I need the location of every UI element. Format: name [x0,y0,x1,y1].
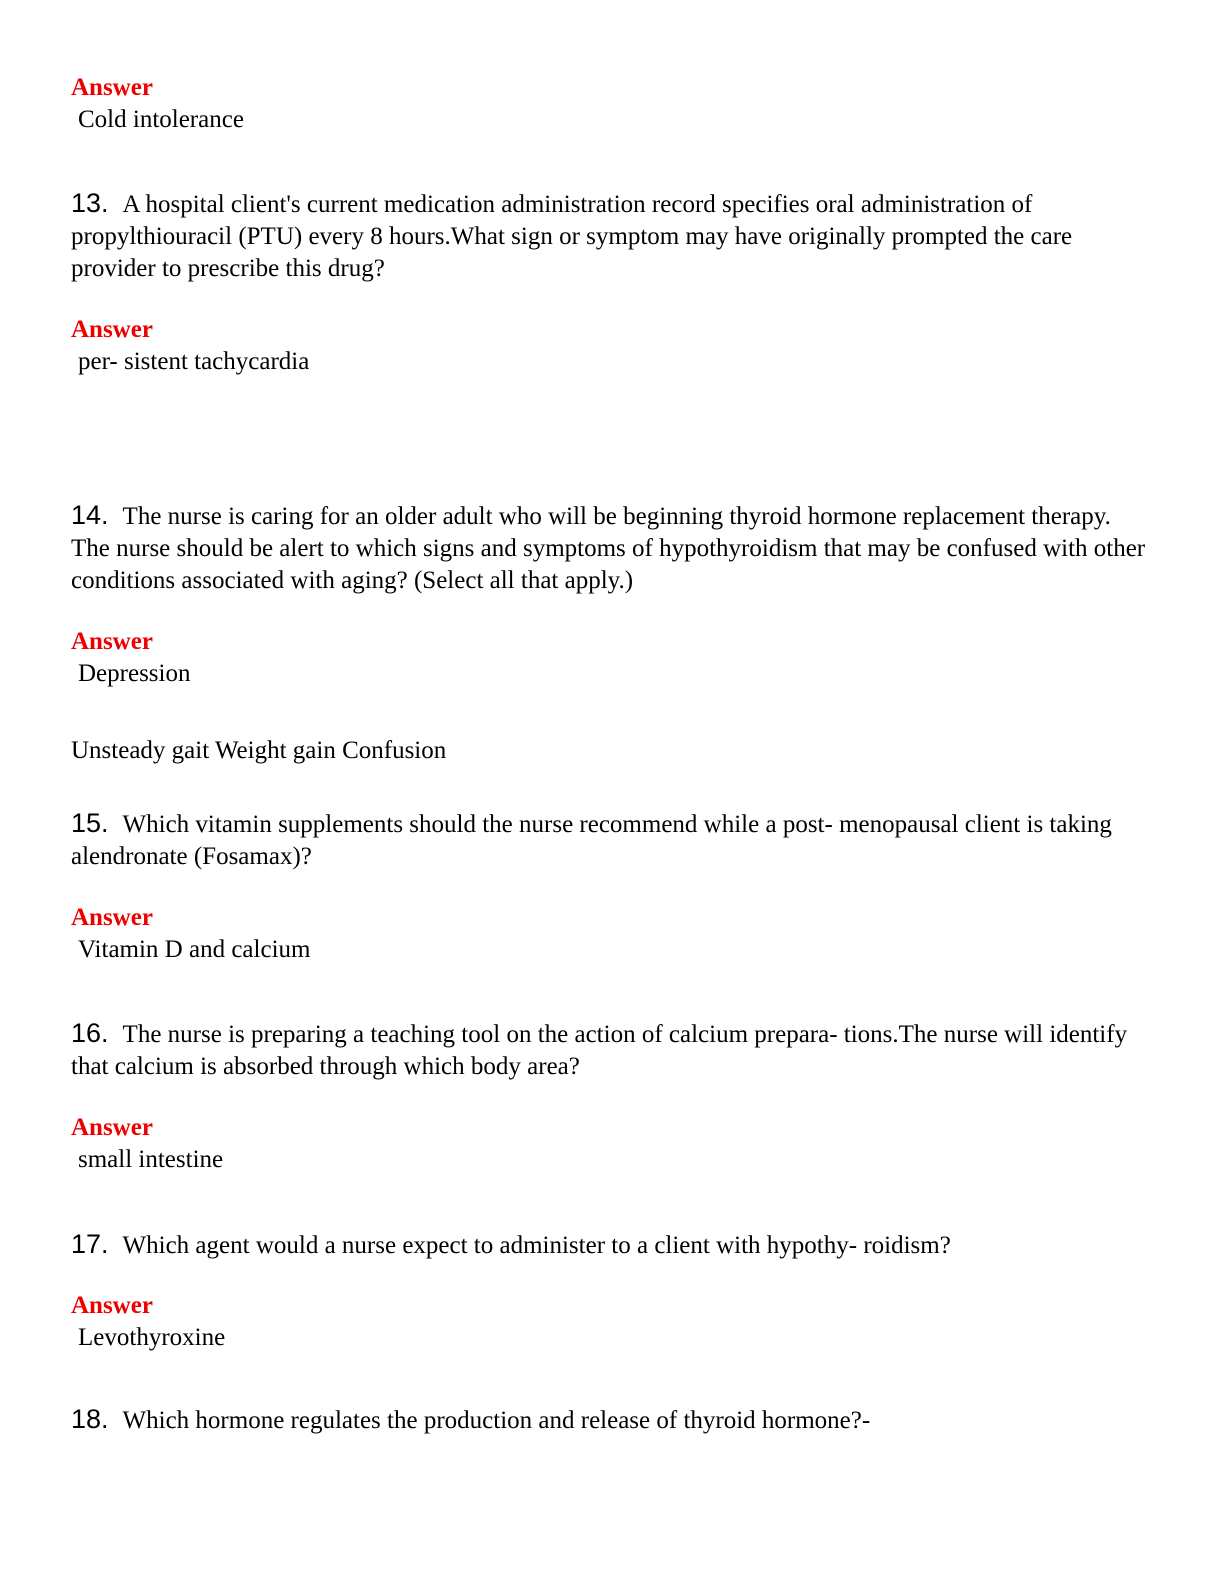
question-13 [71,187,1151,285]
question-text: Which agent would a nurse expect to administer to a client with hypothy- roidism? [122,1232,951,1259]
answer-block [71,1290,1151,1354]
answer-extra-text: Unsteady gait Weight gain Confusion [71,737,447,764]
answer-text: per- sistent tachycardia [78,348,310,375]
answer-label: Answer [71,628,153,655]
question-text: The nurse is preparing a teaching tool on the action of calcium prepara- tions.The nurse will identify that calcium is absorbed through which body area? [71,1021,1128,1080]
answer-block [71,626,1151,690]
question-number: 17. [71,1229,109,1259]
question-text: A hospital client's current medication administration record specifies oral administration of propylthiouracil (PTU) every 8 hours.What sign or symptom may have originally prompted the care provider to prescribe this drug? [71,191,1073,282]
question-text: Which vitamin supplements should the nurse recommend while a post- menopausal client is taking alendronate (Fosamax)? [71,811,1112,870]
question-text: The nurse is caring for an older adult who will be beginning thyroid hormone replacement therapy. The nurse should be alert to which signs and symptoms of hypothyroidism that may be confused with other conditions associated with aging? (Select all that apply.) [71,503,1146,594]
answer-text: Depression [78,660,191,687]
answer-block [71,72,1151,136]
answer-label: Answer [71,74,153,101]
question-14 [71,499,1151,597]
answer-label: Answer [71,904,153,931]
answer-block [71,314,1151,378]
question-16 [71,1017,1151,1083]
question-number: 15. [71,808,109,838]
answer-text: Vitamin D and calcium [78,936,311,963]
question-text: Which hormone regulates the production and release of thyroid hormone?- [122,1407,871,1434]
question-number: 13. [71,188,109,218]
question-number: 18. [71,1404,109,1434]
question-15 [71,807,1151,873]
answer-label: Answer [71,1114,153,1141]
question-17 [71,1228,1151,1262]
answer-label: Answer [71,1292,153,1319]
question-18 [71,1403,1151,1437]
answer-text: Cold intolerance [78,106,244,133]
answer-block [71,902,1151,966]
question-number: 16. [71,1018,109,1048]
answer-text: Levothyroxine [78,1324,226,1351]
answer-text: small intestine [78,1146,224,1173]
answer-block [71,1112,1151,1176]
question-number: 14. [71,500,109,530]
answer-label: Answer [71,316,153,343]
